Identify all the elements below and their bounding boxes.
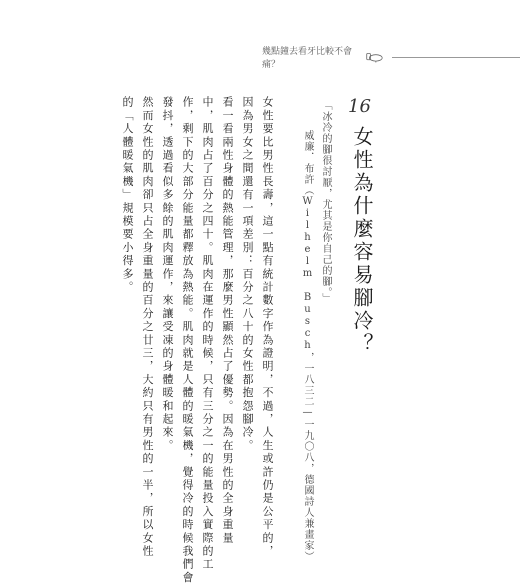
toilet-icon (364, 51, 384, 63)
body-line: 中，肌肉占了百分之四十。肌肉在運作的時候，只有三分之一的能量投入實際的工 (201, 96, 214, 572)
chapter-title: 女性為什麼容易腳冷？ (350, 126, 374, 356)
body-line: 發抖，透過看似多餘的肌肉運作，來讓受凍的身體暖和起來。 (161, 96, 174, 453)
chapter-number: 16 (348, 96, 371, 117)
epigraph-attribution: 威廉．布許（Wilhelm Busch，一八三二—一九〇八，德國詩人兼畫家） (302, 130, 313, 562)
body-line: 看一看兩性身體的熱能管理，那麼男性顯然占了優勢。因為在男性的全身重量 (221, 96, 234, 545)
body-line: 女性要比男性長壽，這一點有統計數字作為證明，不過，人生或許仍是公平的， (261, 96, 274, 558)
epigraph-quote: 「冰冷的腳很討厭，尤其是你自己的腳。」 (320, 100, 331, 304)
running-title: 幾點鐘去看牙比較不會痛？ (262, 47, 353, 70)
body-line: 作，剩下的大部分能量都釋放為熱能。肌肉就是人體的暖氣機，覺得冷的時候我們會 (181, 96, 194, 584)
header-rule (392, 57, 520, 58)
body-line: 的「人體暖氣機」規模要小得多。 (121, 96, 134, 294)
body-line: 然而女性的肌肉卻只占全身重量的百分之廿三，大約只有男性的一半，所以女性 (141, 96, 154, 558)
body-line: 因為男女之間還有一項差別：百分之八十的女性都抱怨腳冷。 (241, 96, 254, 453)
running-header (262, 44, 520, 70)
